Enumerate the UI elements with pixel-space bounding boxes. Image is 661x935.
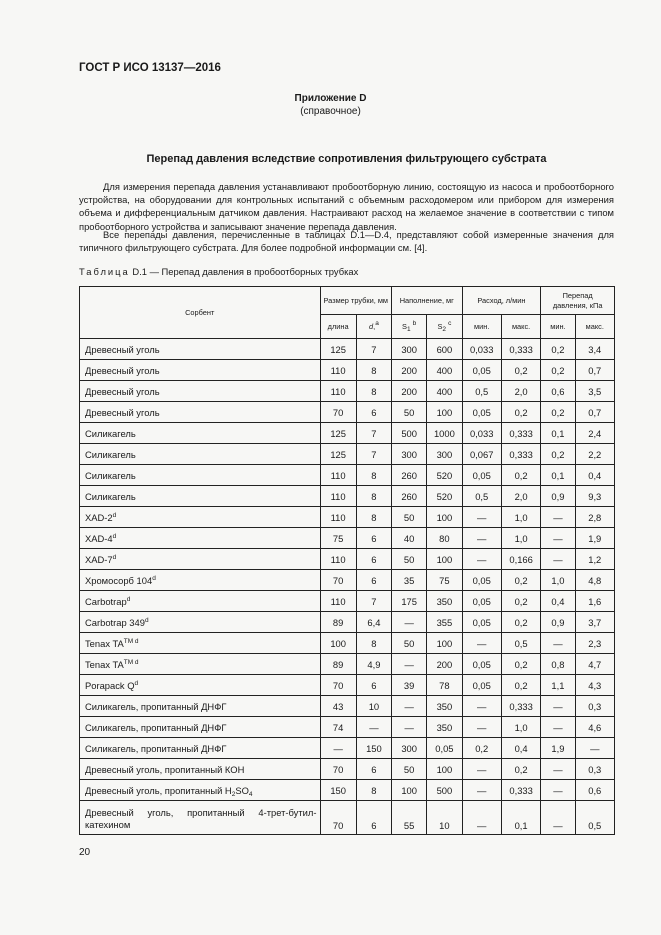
cell-pmin: — xyxy=(541,528,575,549)
cell-s1: 50 xyxy=(392,549,427,570)
table-row xyxy=(80,696,615,717)
cell-d: 6 xyxy=(356,528,391,549)
cell-s1: 200 xyxy=(392,360,427,381)
table-row xyxy=(80,801,615,835)
cell-qmin: — xyxy=(462,507,501,528)
cell-pmax: 1,6 xyxy=(575,591,614,612)
cell-qmax: 2,0 xyxy=(501,486,540,507)
table-row xyxy=(80,465,615,486)
sorbent-cell: Древесный уголь, пропитанный 4-трет-бутил-катехином xyxy=(80,801,321,835)
table-row xyxy=(80,486,615,507)
cell-pmin: 0,2 xyxy=(541,360,575,381)
cell-qmin: 0,05 xyxy=(462,360,501,381)
cell-qmin: — xyxy=(462,759,501,780)
cell-s2: 400 xyxy=(427,360,462,381)
cell-qmin: 0,2 xyxy=(462,738,501,759)
table-row xyxy=(80,339,615,360)
cell-qmax: 2,0 xyxy=(501,381,540,402)
cell-pmin: 0,4 xyxy=(541,591,575,612)
cell-s2: 100 xyxy=(427,402,462,423)
table-row xyxy=(80,759,615,780)
cell-qmin: 0,05 xyxy=(462,612,501,633)
header-pressure: Перепад давления, кПа xyxy=(541,287,615,315)
cell-s1: 50 xyxy=(392,759,427,780)
cell-s2: 520 xyxy=(427,465,462,486)
appendix-heading xyxy=(0,92,661,118)
cell-d: 8 xyxy=(356,633,391,654)
cell-pmin: 0,2 xyxy=(541,339,575,360)
cell-s1: 260 xyxy=(392,465,427,486)
cell-pmax: 4,8 xyxy=(575,570,614,591)
sorbent-cell: Силикагель xyxy=(80,423,321,444)
cell-s1: — xyxy=(392,696,427,717)
sorbent-cell: Древесный уголь xyxy=(80,381,321,402)
cell-s2: 1000 xyxy=(427,423,462,444)
header-s1: $S_1$ $^b$ xyxy=(392,315,427,339)
cell-pmin: 0,2 xyxy=(541,444,575,465)
cell-pmax: 0,6 xyxy=(575,780,614,801)
cell-qmax: 0,333 xyxy=(501,780,540,801)
cell-length: 125 xyxy=(320,339,356,360)
sorbent-cell: Силикагель, пропитанный ДНФГ xyxy=(80,717,321,738)
cell-length: 70 xyxy=(320,759,356,780)
cell-length: 89 xyxy=(320,654,356,675)
cell-qmax: 0,1 xyxy=(501,801,540,835)
cell-qmax: 0,2 xyxy=(501,654,540,675)
sorbent-cell: Древесный уголь xyxy=(80,402,321,423)
header-length: длина xyxy=(320,315,356,339)
cell-qmin: — xyxy=(462,717,501,738)
sorbent-cell: Силикагель, пропитанный ДНФГ xyxy=(80,738,321,759)
cell-qmin: — xyxy=(462,633,501,654)
cell-length: 110 xyxy=(320,360,356,381)
cell-s2: 520 xyxy=(427,486,462,507)
cell-length: 70 xyxy=(320,675,356,696)
cell-pmax: — xyxy=(575,738,614,759)
header-d: d,$^a$ xyxy=(356,315,391,339)
cell-pmax: 0,3 xyxy=(575,759,614,780)
paragraph-1: Для измерения перепада давления устанавливают пробоотборную линию, состоящую из насоса и пробоотборного устройства, на оборудовании для контрольных испытаний с объемным расходомером или прибором для измерения объема и дифференциальным датчиком давления. Настраивают расход на желаемое значение в соответствии с типом пробоотборного устройства и записывают значение перепада давления. xyxy=(79,181,614,232)
cell-d: 10 xyxy=(356,696,391,717)
header-flow-min: мин. xyxy=(462,315,501,339)
cell-length: 110 xyxy=(320,465,356,486)
standard-code: ГОСТ Р ИСО 13137—2016 xyxy=(79,62,221,74)
table-caption-label: Таблица xyxy=(79,266,130,277)
cell-pmin: 0,2 xyxy=(541,402,575,423)
cell-pmax: 4,6 xyxy=(575,717,614,738)
cell-pmax: 0,7 xyxy=(575,360,614,381)
cell-qmax: 0,4 xyxy=(501,738,540,759)
sorbent-cell: Силикагель, пропитанный ДНФГ xyxy=(80,696,321,717)
appendix-subtitle: (справочное) xyxy=(300,106,361,117)
cell-s2: 80 xyxy=(427,528,462,549)
cell-pmin: — xyxy=(541,717,575,738)
header-size: Размер трубки, мм xyxy=(320,287,392,315)
cell-d: 6 xyxy=(356,801,391,835)
cell-d: 6,4 xyxy=(356,612,391,633)
header-row-groups xyxy=(80,287,615,315)
table-caption-text: D.1 — Перепад давления в пробоотборных трубках xyxy=(132,266,359,277)
cell-s1: 35 xyxy=(392,570,427,591)
cell-s2: 100 xyxy=(427,549,462,570)
table-row xyxy=(80,717,615,738)
cell-pmax: 0,7 xyxy=(575,402,614,423)
cell-qmax: 0,2 xyxy=(501,675,540,696)
cell-length: 100 xyxy=(320,633,356,654)
cell-pmax: 4,7 xyxy=(575,654,614,675)
table-row xyxy=(80,381,615,402)
sorbent-cell: Carbotrap 349$^d$ xyxy=(80,612,321,633)
cell-pmin: — xyxy=(541,633,575,654)
cell-pmin: 1,9 xyxy=(541,738,575,759)
cell-pmax: 3,7 xyxy=(575,612,614,633)
cell-pmax: 1,2 xyxy=(575,549,614,570)
table-row xyxy=(80,633,615,654)
cell-s2: 350 xyxy=(427,591,462,612)
cell-s1: 500 xyxy=(392,423,427,444)
cell-qmin: 0,5 xyxy=(462,486,501,507)
cell-pmax: 2,3 xyxy=(575,633,614,654)
section-title: Перепад давления вследствие сопротивления фильтрующего субстрата xyxy=(146,153,547,165)
table-row xyxy=(80,570,615,591)
sorbent-cell: Силикагель xyxy=(80,444,321,465)
cell-d: 7 xyxy=(356,423,391,444)
cell-s2: 0,05 xyxy=(427,738,462,759)
cell-s2: 400 xyxy=(427,381,462,402)
cell-qmax: 0,2 xyxy=(501,465,540,486)
header-s2: $S_2$ $^c$ xyxy=(427,315,462,339)
cell-s2: 100 xyxy=(427,633,462,654)
cell-d: 6 xyxy=(356,570,391,591)
header-sorbent: Сорбент xyxy=(80,287,321,339)
cell-d: 8 xyxy=(356,381,391,402)
cell-length: 110 xyxy=(320,591,356,612)
cell-qmax: 0,333 xyxy=(501,423,540,444)
cell-qmax: 0,2 xyxy=(501,591,540,612)
cell-pmin: — xyxy=(541,696,575,717)
cell-pmax: 1,9 xyxy=(575,528,614,549)
sorbent-cell: XAD-7$^d$ xyxy=(80,549,321,570)
sorbent-cell: Древесный уголь, пропитанный КОН xyxy=(80,759,321,780)
page-number: 20 xyxy=(79,847,91,858)
cell-s1: 55 xyxy=(392,801,427,835)
cell-pmax: 2,2 xyxy=(575,444,614,465)
cell-pmax: 2,8 xyxy=(575,507,614,528)
table-row xyxy=(80,738,615,759)
cell-d: 6 xyxy=(356,402,391,423)
table-row xyxy=(80,360,615,381)
cell-qmax: 1,0 xyxy=(501,507,540,528)
cell-pmin: 0,1 xyxy=(541,465,575,486)
sorbent-cell: Древесный уголь xyxy=(80,360,321,381)
cell-length: 125 xyxy=(320,423,356,444)
cell-length: 125 xyxy=(320,444,356,465)
sorbent-cell: XAD-4$^d$ xyxy=(80,528,321,549)
cell-length: 89 xyxy=(320,612,356,633)
cell-s2: 100 xyxy=(427,759,462,780)
cell-d: 6 xyxy=(356,549,391,570)
sorbent-cell: Силикагель xyxy=(80,486,321,507)
cell-s1: — xyxy=(392,612,427,633)
cell-pmin: 1,1 xyxy=(541,675,575,696)
cell-qmax: 0,333 xyxy=(501,696,540,717)
table-row xyxy=(80,423,615,444)
table-row xyxy=(80,654,615,675)
sorbent-cell: Tenax $TA^{TM d}$ xyxy=(80,633,321,654)
cell-pmax: 0,4 xyxy=(575,465,614,486)
table-row xyxy=(80,612,615,633)
cell-s2: 350 xyxy=(427,696,462,717)
cell-qmin: — xyxy=(462,801,501,835)
table-row xyxy=(80,591,615,612)
cell-s2: 75 xyxy=(427,570,462,591)
cell-qmax: 1,0 xyxy=(501,528,540,549)
cell-length: — xyxy=(320,738,356,759)
cell-qmin: 0,05 xyxy=(462,591,501,612)
paragraph-2: Все перепады давления, перечисленные в таблицах D.1—D.4, представляют собой измеренные значения для типичного фильтрующего субстрата. Для более подробной информации см. [4]. xyxy=(79,229,614,254)
cell-pmin: 0,1 xyxy=(541,423,575,444)
table-row xyxy=(80,549,615,570)
cell-length: 43 xyxy=(320,696,356,717)
sorbent-cell: Силикагель xyxy=(80,465,321,486)
cell-pmin: — xyxy=(541,759,575,780)
cell-length: 74 xyxy=(320,717,356,738)
cell-s1: 175 xyxy=(392,591,427,612)
cell-qmax: 0,2 xyxy=(501,402,540,423)
cell-s1: 50 xyxy=(392,507,427,528)
cell-pmax: 0,3 xyxy=(575,696,614,717)
cell-qmax: 0,333 xyxy=(501,339,540,360)
sorbent-cell: Tenax $TA^{TM d}$ xyxy=(80,654,321,675)
cell-qmin: 0,05 xyxy=(462,675,501,696)
cell-d: 150 xyxy=(356,738,391,759)
cell-qmin: 0,05 xyxy=(462,402,501,423)
cell-qmin: 0,5 xyxy=(462,381,501,402)
cell-s1: 100 xyxy=(392,780,427,801)
cell-pmax: 4,3 xyxy=(575,675,614,696)
cell-length: 75 xyxy=(320,528,356,549)
table-row xyxy=(80,675,615,696)
cell-pmin: 1,0 xyxy=(541,570,575,591)
cell-s2: 350 xyxy=(427,717,462,738)
cell-s1: 300 xyxy=(392,444,427,465)
cell-s2: 100 xyxy=(427,507,462,528)
cell-pmax: 3,5 xyxy=(575,381,614,402)
cell-length: 110 xyxy=(320,549,356,570)
cell-s1: 300 xyxy=(392,339,427,360)
cell-qmax: 0,2 xyxy=(501,570,540,591)
cell-s1: 50 xyxy=(392,402,427,423)
cell-length: 150 xyxy=(320,780,356,801)
cell-pmin: — xyxy=(541,549,575,570)
table-row xyxy=(80,780,615,801)
appendix-title: Приложение D xyxy=(294,93,367,104)
cell-s2: 10 xyxy=(427,801,462,835)
cell-s2: 300 xyxy=(427,444,462,465)
cell-qmin: 0,033 xyxy=(462,339,501,360)
sorbent-cell: XAD-2$^d$ xyxy=(80,507,321,528)
cell-qmax: 0,2 xyxy=(501,360,540,381)
cell-s1: — xyxy=(392,717,427,738)
cell-length: 70 xyxy=(320,801,356,835)
cell-length: 110 xyxy=(320,381,356,402)
table-row xyxy=(80,507,615,528)
cell-s2: 78 xyxy=(427,675,462,696)
cell-s1: — xyxy=(392,654,427,675)
cell-qmin: — xyxy=(462,528,501,549)
cell-s2: 600 xyxy=(427,339,462,360)
cell-qmax: 0,166 xyxy=(501,549,540,570)
cell-qmax: 0,2 xyxy=(501,759,540,780)
table-row xyxy=(80,528,615,549)
cell-d: 4,9 xyxy=(356,654,391,675)
sorbent-cell: Porapack $Q^d$ xyxy=(80,675,321,696)
cell-s2: 355 xyxy=(427,612,462,633)
cell-qmin: — xyxy=(462,696,501,717)
header-fill: Наполнение, мг xyxy=(392,287,462,315)
cell-pmin: 0,8 xyxy=(541,654,575,675)
header-flow-max: макс. xyxy=(501,315,540,339)
cell-pmin: — xyxy=(541,507,575,528)
cell-qmax: 0,5 xyxy=(501,633,540,654)
table-body xyxy=(80,339,615,835)
cell-pmin: 0,9 xyxy=(541,486,575,507)
sorbent-cell: Carbotrap$^d$ xyxy=(80,591,321,612)
table-row xyxy=(80,402,615,423)
cell-s1: 200 xyxy=(392,381,427,402)
cell-qmax: 1,0 xyxy=(501,717,540,738)
cell-qmin: — xyxy=(462,549,501,570)
header-pressure-min: мин. xyxy=(541,315,575,339)
cell-d: 7 xyxy=(356,591,391,612)
cell-s1: 260 xyxy=(392,486,427,507)
cell-s1: 39 xyxy=(392,675,427,696)
cell-qmin: 0,067 xyxy=(462,444,501,465)
cell-pmax: 9,3 xyxy=(575,486,614,507)
cell-qmin: — xyxy=(462,780,501,801)
cell-qmin: 0,05 xyxy=(462,654,501,675)
cell-pmax: 3,4 xyxy=(575,339,614,360)
cell-length: 70 xyxy=(320,402,356,423)
sorbent-cell: Древесный уголь, пропитанный $H_2SO_4$ xyxy=(80,780,321,801)
cell-d: 7 xyxy=(356,339,391,360)
cell-qmax: 0,333 xyxy=(501,444,540,465)
cell-d: 7 xyxy=(356,444,391,465)
sorbent-cell: Древесный уголь xyxy=(80,339,321,360)
cell-pmin: — xyxy=(541,801,575,835)
cell-s2: 200 xyxy=(427,654,462,675)
cell-pmin: — xyxy=(541,780,575,801)
cell-pmax: 0,5 xyxy=(575,801,614,835)
cell-length: 110 xyxy=(320,507,356,528)
table-row xyxy=(80,444,615,465)
cell-d: 6 xyxy=(356,675,391,696)
table-caption xyxy=(79,266,358,277)
sorbent-cell: Хромосорб 104$^d$ xyxy=(80,570,321,591)
cell-s1: 300 xyxy=(392,738,427,759)
header-pressure-max: макс. xyxy=(575,315,614,339)
cell-d: 8 xyxy=(356,360,391,381)
cell-d: 8 xyxy=(356,486,391,507)
cell-length: 70 xyxy=(320,570,356,591)
cell-pmin: 0,6 xyxy=(541,381,575,402)
cell-pmin: 0,9 xyxy=(541,612,575,633)
header-flow: Расход, л/мин xyxy=(462,287,541,315)
cell-d: 8 xyxy=(356,507,391,528)
cell-d: 6 xyxy=(356,759,391,780)
cell-d: 8 xyxy=(356,465,391,486)
cell-qmin: 0,05 xyxy=(462,570,501,591)
cell-d: — xyxy=(356,717,391,738)
cell-d: 8 xyxy=(356,780,391,801)
cell-qmin: 0,033 xyxy=(462,423,501,444)
cell-s2: 500 xyxy=(427,780,462,801)
cell-s1: 50 xyxy=(392,633,427,654)
cell-qmax: 0,2 xyxy=(501,612,540,633)
pressure-drop-table xyxy=(79,286,615,835)
cell-s1: 40 xyxy=(392,528,427,549)
cell-pmax: 2,4 xyxy=(575,423,614,444)
cell-qmin: 0,05 xyxy=(462,465,501,486)
cell-length: 110 xyxy=(320,486,356,507)
